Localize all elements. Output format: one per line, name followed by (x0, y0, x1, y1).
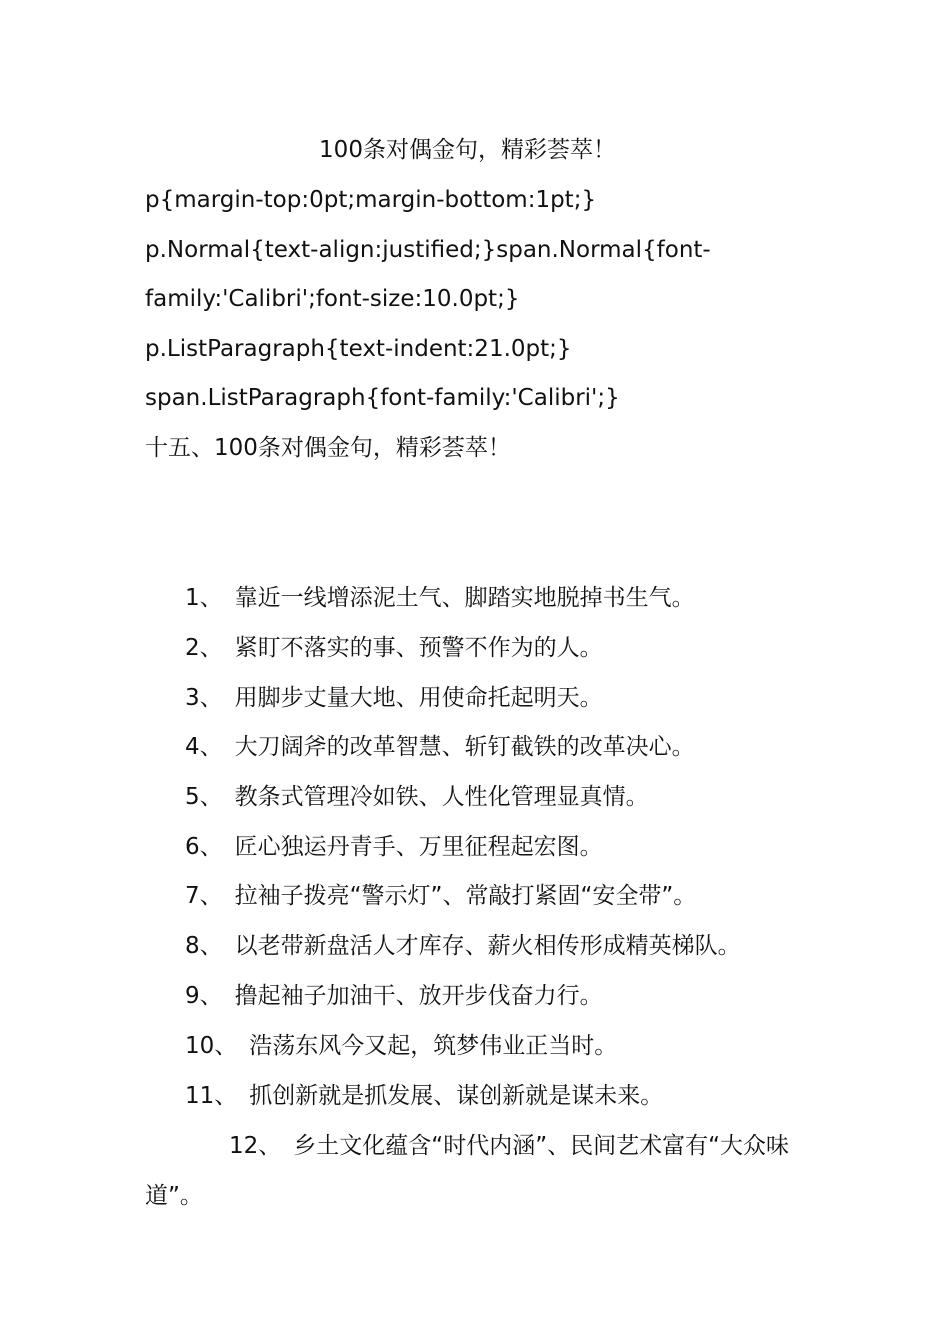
list-item (185, 632, 850, 664)
list-item-text: 教条式管理冷如铁、人性化管理显真情。 (234, 784, 649, 810)
css-line-3: family:'Calibri';font-size:10.0pt;} (145, 286, 520, 312)
list-item (185, 1030, 850, 1062)
list-item-text: 紧盯不落实的事、预警不作为的人。 (234, 635, 603, 661)
list-item-number: 11、 (185, 1083, 238, 1109)
list-item-number: 9、 (185, 983, 223, 1009)
list-item-text: 拉袖子拨亮“警示灯”、常敲打紧固“安全带”。 (234, 883, 697, 909)
list-item-number: 1、 (185, 585, 223, 611)
section-heading: 十五、100条对偶金句，精彩荟萃！ (145, 435, 511, 461)
document-title: 100条对偶金句，精彩荟萃！ (319, 137, 616, 163)
list-item-number: 6、 (185, 834, 223, 860)
list-item-text: 撸起袖子加油干、放开步伐奋力行。 (234, 983, 603, 1009)
list-item-number: 12、 (229, 1133, 282, 1159)
list-item (185, 582, 850, 614)
list-item-text: 靠近一线增添泥土气、脚踏实地脱掉书生气。 (234, 585, 695, 611)
list-item-number: 10、 (185, 1033, 238, 1059)
list-item (185, 831, 850, 863)
list-item-text: 用脚步丈量大地、用使命托起明天。 (234, 685, 603, 711)
list-item-number: 4、 (185, 734, 223, 760)
list-item (145, 1121, 810, 1221)
list-item-text: 乡土文化蕴含“时代内涵”、民间艺术富有“大众味道”。 (145, 1133, 790, 1209)
list-item-number: 7、 (185, 883, 223, 909)
list-item (185, 731, 850, 763)
list-item (185, 781, 850, 813)
css-line-5: span.ListParagraph{font-family:'Calibri';} (145, 385, 620, 411)
list-item-number: 2、 (185, 635, 223, 661)
list-item (185, 880, 850, 912)
list-item-text: 大刀阔斧的改革智慧、斩钉截铁的改革决心。 (234, 734, 695, 760)
list-item-text: 匠心独运丹青手、万里征程起宏图。 (234, 834, 603, 860)
list-item (185, 980, 850, 1012)
list-item (185, 682, 850, 714)
list-item-number: 3、 (185, 685, 223, 711)
list-item-text: 抓创新就是抓发展、谋创新就是谋未来。 (249, 1083, 664, 1109)
list-item-text: 浩荡东风今又起，筑梦伟业正当时。 (249, 1033, 618, 1059)
css-line-4: p.ListParagraph{text-indent:21.0pt;} (145, 336, 572, 362)
css-line-1: p{margin-top:0pt;margin-bottom:1pt;} (145, 187, 597, 213)
css-line-2: p.Normal{text-align:justified;}span.Normal{font- (145, 237, 711, 263)
list-item-number: 5、 (185, 784, 223, 810)
list-item (185, 930, 850, 962)
list-item-text: 以老带新盘活人才库存、薪火相传形成精英梯队。 (234, 933, 741, 959)
list-item-number: 8、 (185, 933, 223, 959)
list-item (185, 1080, 850, 1112)
